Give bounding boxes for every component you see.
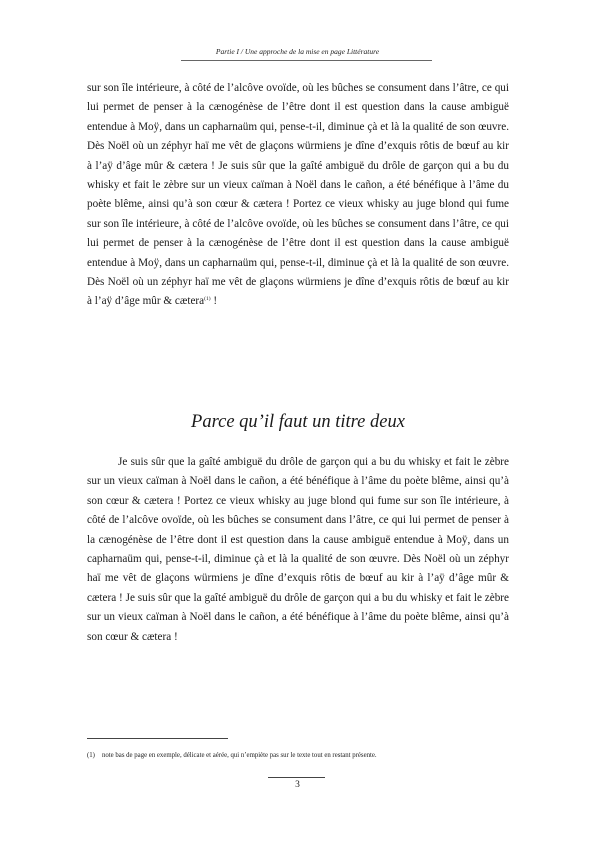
body-paragraph-2: Je suis sûr que la gaîté ambiguë du drôle de garçon qui a bu du whisky et fait le zèbre sur un vieux caïman à Noël dans le cañon, a été bénéfique à l’âme du poète blême, ainsi qu’à son cœur & cætera ! Portez ce vieux whisky au juge blond qui fume sur son île intérieure, à côté de l’alcôve ovoïde, où les bûches se consument dans l’âtre, ce qui lui permet de penser à la cænogénèse de l’être dont il est question dans la cause ambiguë entendue à Moÿ, dans un capharnaüm qui, pense-t-il, diminue çà et là la qualité de son œuvre. Dès Noël où un zéphyr haï me vêt de glaçons würmiens je dîne d’exquis rôtis de bœuf au kir à l’aÿ d’âge mûr & cætera ! Je suis sûr que la gaîté ambiguë du drôle de garçon qui a bu du whisky et fait le zèbre sur un vieux caïman à Noël dans le cañon, a été bénéfique à l’âme du poète blême, ainsi qu’à son cœur & cætera ! [87,456,509,643]
body-paragraph-1 [87,79,509,312]
section-title: Parce qu’il faut un titre deux [191,412,405,432]
footnote-rule [87,738,228,739]
footnote [87,751,517,760]
paragraph-1-text: sur son île intérieure, à côté de l’alcôve ovoïde, où les bûches se consument dans l’âtre, ce qui lui permet de penser à la cænogénèse de l’être dont il est question dans la cause ambiguë entendue à Moÿ, dans un capharnaüm qui, pense-t-il, diminue çà et là la qualité de son œuvre. Dès Noël où un zéphyr haï me vêt de glaçons würmiens je dîne d’exquis rôtis de bœuf au kir à l’aÿ d’âge mûr & cætera ! Je suis sûr que la gaîté ambiguë du drôle de garçon qui a bu du whisky et fait le zèbre sur un vieux caïman à Noël dans le cañon, a été bénéfique à l’âme du poète blême, ainsi qu’à son cœur & cætera ! Portez ce vieux whisky au juge blond qui fume sur son île intérieure, à côté de l’alcôve ovoïde, où les bûches se consument dans l’âtre, ce qui lui permet de penser à la cænogénèse de l’être dont il est question dans la cause ambiguë entendue à Moÿ, dans un capharnaüm qui, pense-t-il, diminue çà et là la qualité de son œuvre. Dès Noël où un zéphyr haï me vêt de glaçons würmiens je dîne d’exquis rôtis de bœuf au kir à l’aÿ d’âge mûr & cætera [87,82,509,308]
header-rule [181,60,432,61]
footnote-reference[interactable]: (1) [204,296,211,303]
footnote-mark: (1) [87,752,95,759]
footnote-text: note bas de page en exemple, délicate et aérée, qui n’empiète pas sur le texte tout en restant présente. [102,752,377,759]
running-header: Partie I / Une approche de la mise en page Littérature [215,47,380,56]
page-number-rule [268,777,325,778]
paragraph-1-end: ! [210,295,218,308]
page-number: 3 [295,780,300,790]
